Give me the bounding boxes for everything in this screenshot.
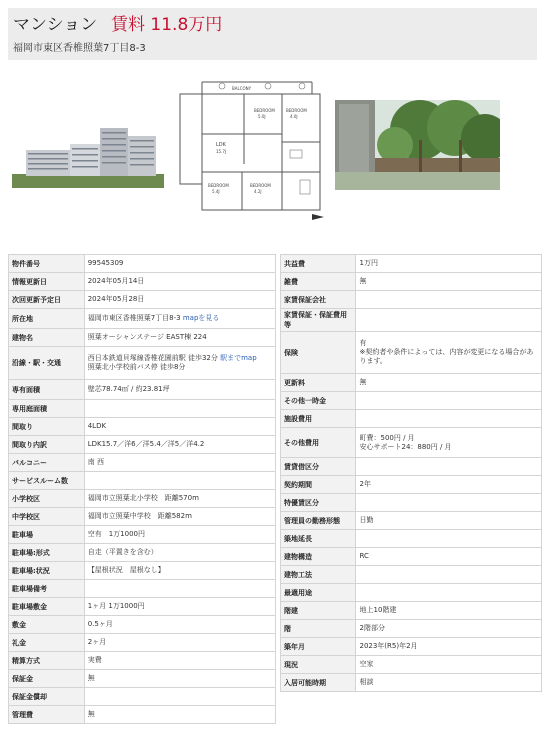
row-value [356,512,542,530]
row-value [84,526,275,544]
row-value [84,670,275,688]
row-value-text: 無 [87,710,95,718]
row-value [84,273,275,291]
row-value [356,530,542,548]
row-value-text: LDK15.7／洋6／洋5.4／洋5／洋4.2 [87,440,205,448]
row-value [356,638,542,656]
table-row [281,584,542,602]
bedroom4-size: 4.2J [254,189,262,194]
row-value-text: 照葉オーシャンステージ EAST棟 224 [87,333,207,341]
row-value [84,400,275,418]
row-value [356,410,542,428]
balcony-label: BALCONY [232,86,252,91]
table-row [281,410,542,428]
table-row [9,418,276,436]
table-row [9,436,276,454]
row-value-text: 2階部分 [359,624,385,632]
table-row [9,688,276,706]
row-value [356,566,542,584]
row-value [84,309,275,329]
table-row [9,562,276,580]
row-value [356,548,542,566]
row-label: 契約期間 [281,476,356,494]
row-value-text: 福岡市立照葉中学校 距離582m [87,512,192,520]
row-value [356,602,542,620]
bedroom3-label: BEDROOM [208,183,229,188]
row-value-text: 無 [87,674,95,682]
table-row [9,329,276,347]
row-label: 共益費 [281,255,356,273]
table-row [281,530,542,548]
table-row [281,374,542,392]
row-label: 現況 [281,656,356,674]
table-row [281,620,542,638]
row-label: 家賃保証・保証費用等 [281,309,356,332]
row-label: 保証金 [9,670,85,688]
row-value [84,616,275,634]
row-label: 建物工法 [281,566,356,584]
table-row [9,616,276,634]
row-label: 管理員の勤務形態 [281,512,356,530]
row-value-text: 4LDK [87,422,107,430]
bedroom4-label: BEDROOM [250,183,271,188]
photo-strip [0,66,547,226]
row-label: 礼金 [9,634,85,652]
row-value [84,380,275,400]
row-label: 中学校区 [9,508,85,526]
table-row [9,255,276,273]
table-row [281,428,542,458]
row-value [84,580,275,598]
row-value [84,418,275,436]
row-value-text: 有 [359,339,367,347]
row-value-text: 福岡市立照葉北小学校 距離570m [87,494,199,502]
table-row [9,544,276,562]
table-row [281,602,542,620]
row-value-text: 【屋根状況 屋根なし】 [87,566,165,574]
row-value [84,291,275,309]
row-label: 保証金償却 [9,688,85,706]
table-row [281,309,542,332]
building-exterior-photo[interactable] [12,118,164,188]
table-row [9,273,276,291]
row-label: 入居可能時期 [281,674,356,692]
row-label: 施設費用 [281,410,356,428]
ldk-label: LDK [216,142,226,148]
row-label: 築地延長 [281,530,356,548]
row-value-text: 西日本鉄道貝塚線香椎花園前駅 徒歩32分 [87,354,218,362]
bedroom2-label: BEDROOM [286,108,307,113]
row-value-text: 空有 1万1000円 [87,530,145,538]
row-label: 建物名 [9,329,85,347]
row-label: 物件番号 [9,255,85,273]
row-label: 雑費 [281,273,356,291]
row-value-text: 2023年(R5)年2月 [359,642,418,650]
table-row [9,309,276,329]
ldk-size: 15.7J [216,149,227,154]
row-value [84,255,275,273]
property-details-left [8,254,276,724]
row-value-text: 南 西 [87,458,104,466]
row-value [356,392,542,410]
row-value-text: 99545309 [87,259,124,267]
table-row [9,508,276,526]
row-value [356,255,542,273]
row-value [356,476,542,494]
table-row [9,380,276,400]
table-row [9,652,276,670]
row-label: 保険 [281,332,356,374]
table-row [9,598,276,616]
table-row [281,638,542,656]
row-label: 最適用途 [281,584,356,602]
row-label: 駐車場:状況 [9,562,85,580]
row-value-text: 空家 [359,660,374,668]
table-row [9,634,276,652]
row-value-text: 2年 [359,480,371,488]
table-row [9,472,276,490]
row-label: 建物構造 [281,548,356,566]
property-address: 福岡市東区香椎照葉7丁目8-3 [13,43,146,54]
table-row [281,255,542,273]
row-label: 築年月 [281,638,356,656]
row-value [84,508,275,526]
map-link[interactable]: mapを見る [182,314,220,322]
table-row [9,670,276,688]
table-row [9,347,276,380]
row-label: 沿線・駅・交通 [9,347,85,380]
floor-plan-image[interactable] [172,72,330,222]
row-value-text: 自走（平置きを含む） [87,548,158,556]
row-label: 情報更新日 [9,273,85,291]
row-value-text: 1万円 [359,259,378,267]
row-label: その他一時金 [281,392,356,410]
row-value [356,273,542,291]
table-row [9,706,276,724]
table-row [9,454,276,472]
row-value [84,634,275,652]
table-row [281,548,542,566]
row-value [356,291,542,309]
row-value [84,544,275,562]
property-type: マンション [13,15,98,35]
row-label: 次回更新予定日 [9,291,85,309]
row-label: 特優賃区分 [281,494,356,512]
row-label: 家賃保証会社 [281,291,356,309]
table-row [281,566,542,584]
row-value-text: 無 [359,378,367,386]
row-label: 間取り [9,418,85,436]
row-label: 専有面積 [9,380,85,400]
row-value-text: 2024年05月28日 [87,295,145,303]
row-value [84,347,275,380]
bedroom2-size: 4.0J [290,114,298,119]
row-value-text: 2ヶ月 [87,638,107,646]
row-value-extra: 照葉北小学校前バス停 徒歩8分 [87,363,186,371]
table-row [281,674,542,692]
row-value [356,458,542,476]
table-row [9,580,276,598]
bedroom1-label: BEDROOM [254,108,275,113]
table-row [281,512,542,530]
row-value-text: 2024年05月14日 [87,277,145,285]
row-value-extra: 安心サポート24：880円 / 月 [359,442,452,451]
table-row [281,392,542,410]
row-value [356,674,542,692]
row-value [84,562,275,580]
row-label: 階建 [281,602,356,620]
row-label: 更新料 [281,374,356,392]
row-value-text: RC [359,552,369,560]
bedroom3-size: 5.4J [212,189,220,194]
row-value-extra: ※契約者や条件によっては、内容が変更になる場合があります。 [359,348,534,365]
row-value [356,428,542,458]
row-label: 所在地 [9,309,85,329]
row-label: サービスルーム数 [9,472,85,490]
row-label: 間取り内訳 [9,436,85,454]
row-label: 階 [281,620,356,638]
entrance-garden-photo[interactable] [335,100,500,190]
row-value [84,706,275,724]
row-value-text: 1ヶ月 1万1000円 [87,602,145,610]
table-row [281,656,542,674]
table-row [281,476,542,494]
table-row [9,400,276,418]
row-value-text: 無 [359,277,367,285]
row-value [84,472,275,490]
row-value [356,309,542,332]
row-label: 賃貸借区分 [281,458,356,476]
row-value-text: 地上10階建 [359,606,397,614]
row-label: 駐車場備考 [9,580,85,598]
row-value-text: 日勤 [359,516,374,524]
row-value [84,490,275,508]
row-value [84,436,275,454]
row-value [84,454,275,472]
row-label: バルコニー [9,454,85,472]
table-row [281,291,542,309]
row-label: 駐車場:形式 [9,544,85,562]
row-value [356,620,542,638]
row-value [356,584,542,602]
row-value [84,598,275,616]
map-link[interactable]: 駅までmap [220,354,257,362]
row-label: 小学校区 [9,490,85,508]
row-value-text: 0.5ヶ月 [87,620,113,628]
row-label: 精算方式 [9,652,85,670]
bedroom1-size: 5.0J [258,114,266,119]
row-value-text: 福岡市東区香椎照葉7丁目8-3 [87,314,181,322]
row-label: 専用庭面積 [9,400,85,418]
row-value [84,688,275,706]
table-row [281,332,542,374]
row-value-text: 壁芯78.74㎡ / 約23.81坪 [87,385,170,393]
table-row [9,490,276,508]
listing-header [8,8,537,60]
row-label: その他費用 [281,428,356,458]
table-row [9,526,276,544]
table-row [281,494,542,512]
row-value [84,329,275,347]
row-label: 管理費 [9,706,85,724]
row-value [356,374,542,392]
row-value [356,494,542,512]
row-value-text: 町費：500円 / 月 [359,433,415,442]
row-label: 駐車場 [9,526,85,544]
row-label: 駐車場敷金 [9,598,85,616]
row-value [356,656,542,674]
table-row [281,273,542,291]
property-details-right [280,254,542,692]
table-row [281,458,542,476]
row-value [356,332,542,374]
rent-price: 賃料 11.8万円 [111,15,223,35]
row-value-text: 相談 [359,678,374,686]
table-row [9,291,276,309]
row-value-text: 実費 [87,656,102,664]
row-value [84,652,275,670]
row-label: 敷金 [9,616,85,634]
